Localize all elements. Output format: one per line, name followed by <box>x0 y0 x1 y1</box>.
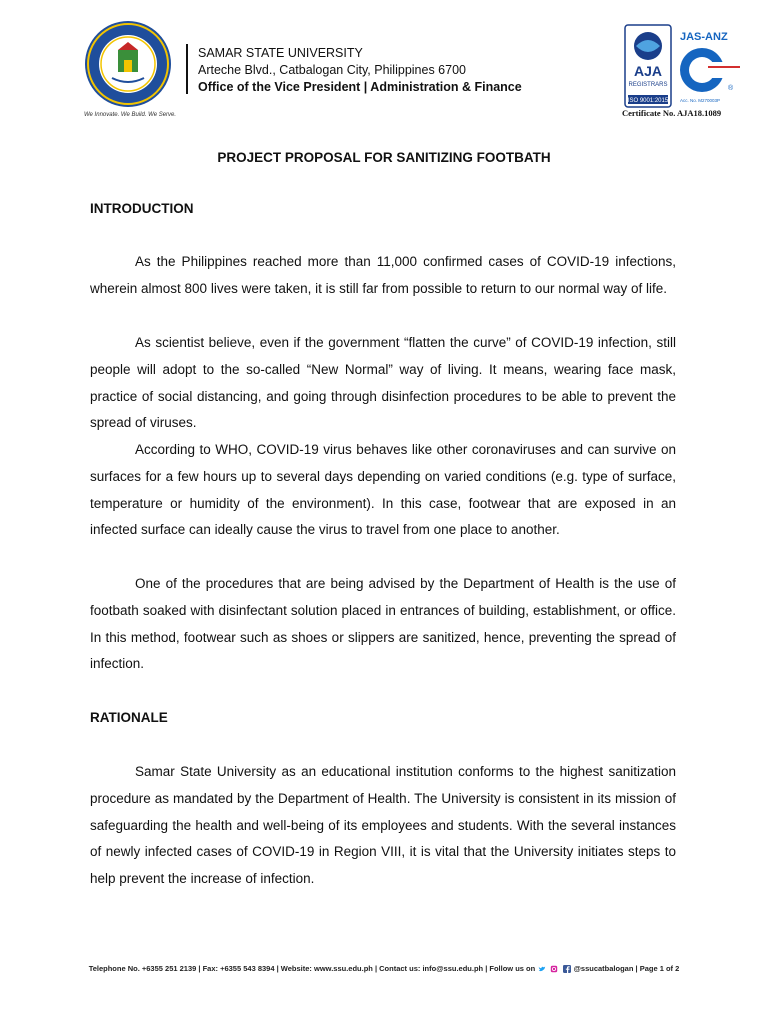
certificate-number: Certificate No. AJA18.1089 <box>622 108 722 118</box>
jas-anz-badge <box>672 26 742 106</box>
iso-text: ISO 9001:2015 <box>627 98 669 104</box>
footer-handle: @ssucatbalogan | Page 1 of 2 <box>573 964 680 973</box>
intro-paragraph-2: As scientist believe, even if the government “flatten the curve” of COVID-19 infection, still people will adopt to the so-called “New Normal” way of living. It means, wearing face mask, practice of social distancing, and going through disinfection procedures to be able to prevent the spread of viruses. <box>90 335 676 431</box>
aja-sub-text: REGISTRARS <box>628 82 668 88</box>
acc-no-text: Acc. No. M270003P <box>680 98 721 103</box>
office-name: Office of the Vice President | Administration & Finance <box>198 80 522 94</box>
jas-anz-text: JAS-ANZ <box>680 31 728 43</box>
registered-mark: ® <box>728 85 734 92</box>
aja-registrars-badge <box>624 24 672 108</box>
letterhead <box>0 0 768 130</box>
intro-paragraph-1: As the Philippines reached more than 11,000 confirmed cases of COVID-19 infections, wherein almost 800 lives were taken, it is still far from possible to return to our normal way of life. <box>90 254 676 296</box>
facebook-icon[interactable] <box>563 965 571 973</box>
university-seal-logo <box>84 20 172 108</box>
twitter-icon[interactable] <box>538 965 546 973</box>
document-title: PROJECT PROPOSAL FOR SANITIZING FOOTBATH <box>217 150 551 165</box>
university-address: Arteche Blvd., Catbalogan City, Philippines 6700 <box>198 63 466 77</box>
rationale-heading: RATIONALE <box>90 710 168 725</box>
footer-contact: Telephone No. +6355 251 2139 | Fax: +6355 543 8394 | Website: www.ssu.edu.ph | Contact us: info@ssu.edu.ph | Follow us on <box>88 964 536 973</box>
seal-tagline: We Innovate. We Build. We Serve. <box>84 112 177 118</box>
aja-brand-text: AJA <box>633 63 663 79</box>
introduction-heading: INTRODUCTION <box>90 201 194 216</box>
university-info <box>198 45 522 96</box>
rationale-paragraph-1: Samar State University as an educational institution conforms to the highest sanitization procedure as mandated by the Department of Health. The University is consistent in its mission of safeguarding the health and well-being of its employees and students. With the several instances of newly infected cases of COVID-19 in Region VIII, it is vital that the University initiates steps to help prevent the increase of infection. <box>90 764 676 887</box>
page-footer <box>0 964 768 973</box>
intro-paragraph-3: According to WHO, COVID-19 virus behaves like other coronaviruses and can survive on surfaces for a few hours up to several days depending on varied conditions (e.g. type of surface, temperature or humidity of the environment). In this case, footwear that are exposed in an infected surface can ideally cause the virus to travel from one place to another. <box>90 442 676 538</box>
university-name: SAMAR STATE UNIVERSITY <box>198 46 363 60</box>
intro-paragraph-4: One of the procedures that are being advised by the Department of Health is the use of footbath soaked with disinfectant solution placed in entrances of building, establishment, or office. In this method, footwear such as shoes or slippers are sanitized, hence, preventing the spread of infection. <box>90 576 676 672</box>
header-divider <box>186 44 188 94</box>
instagram-icon[interactable] <box>550 965 558 973</box>
